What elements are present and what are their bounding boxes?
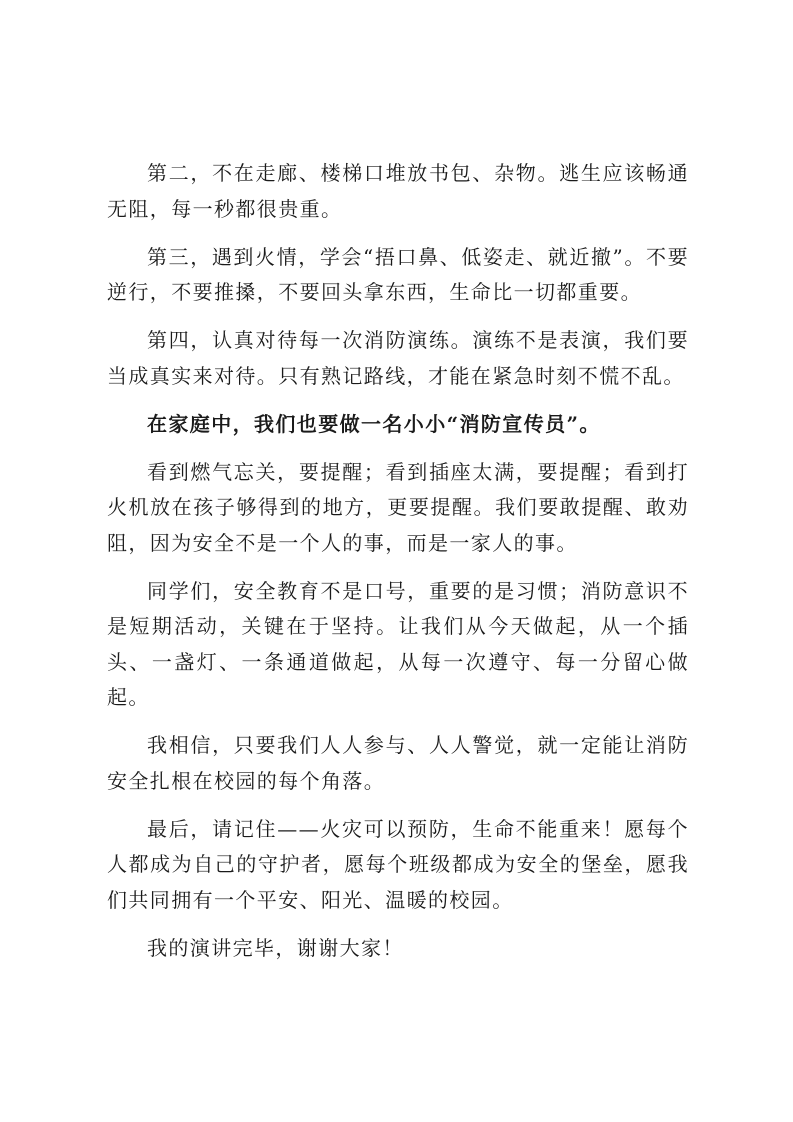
paragraph-closing-wish: 最后，请记住——火灾可以预防，生命不能重来！愿每个人都成为自己的守护者，愿每个班级都成为安全的堡垒，愿我们共同拥有一个平安、阳光、温暖的校园。 bbox=[107, 816, 689, 912]
paragraph-third-point: 第三，遇到火情，学会“捂口鼻、低姿走、就近撤”。不要逆行，不要推搡，不要回头拿东西，生命比一切都重要。 bbox=[107, 244, 689, 304]
paragraph-thanks: 我的演讲完毕，谢谢大家！ bbox=[147, 935, 404, 960]
document-body bbox=[107, 156, 689, 979]
paragraph-fourth-point: 第四，认真对待每一次消防演练。演练不是表演，我们要当成真实来对待。只有熟记路线，才能在紧急时刻不慌不乱。 bbox=[107, 328, 689, 388]
section-heading-family: 在家庭中，我们也要做一名小小“消防宣传员”。 bbox=[147, 411, 601, 436]
paragraph-habits: 同学们，安全教育不是口号，重要的是习惯；消防意识不是短期活动，关键在于坚持。让我们从今天做起，从一个插头、一盏灯、一条通道做起，从每一次遵守、每一分留心做起。 bbox=[107, 578, 689, 709]
paragraph-belief: 我相信，只要我们人人参与、人人警觉，就一定能让消防安全扎根在校园的每个角落。 bbox=[107, 733, 689, 793]
paragraph-second-point: 第二，不在走廊、楼梯口堆放书包、杂物。逃生应该畅通无阻，每一秒都很贵重。 bbox=[107, 161, 689, 221]
paragraph-family-reminders: 看到燃气忘关，要提醒；看到插座太满，要提醒；看到打火机放在孩子够得到的地方，更要提醒。我们要敢提醒、敢劝阻，因为安全不是一个人的事，而是一家人的事。 bbox=[107, 459, 689, 555]
